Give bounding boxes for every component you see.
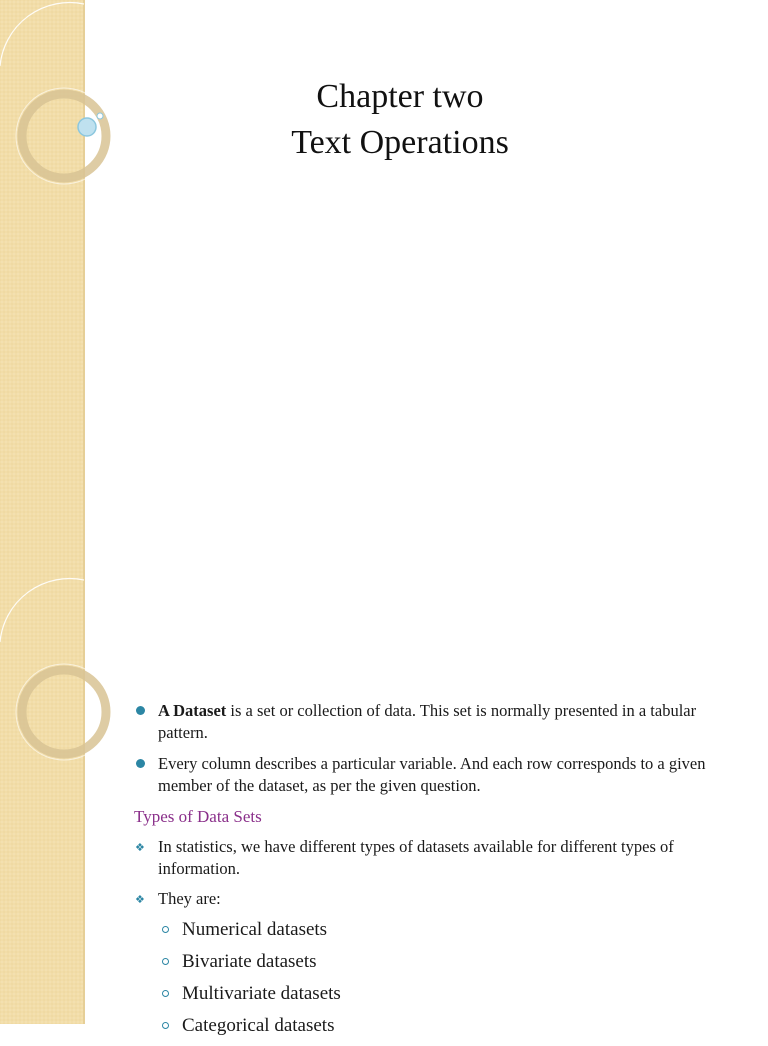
ring-bullet-icon xyxy=(162,926,169,933)
dataset-types-list xyxy=(158,918,744,1038)
bullet-dot-icon xyxy=(136,706,145,715)
diamond-item xyxy=(134,836,744,880)
list-item-text: Categorical datasets xyxy=(182,1015,335,1036)
section-heading: Types of Data Sets xyxy=(134,807,262,826)
diamond-item xyxy=(134,888,744,910)
ring-bullet-icon xyxy=(162,1022,169,1029)
slide-content xyxy=(134,700,744,1046)
bullet-text: is a set or collection of data. This set is normally presented in a tabular pattern. xyxy=(158,701,697,742)
list-item-text: Bivariate datasets xyxy=(182,951,317,972)
decorative-circles-icon xyxy=(0,0,120,200)
list-item xyxy=(158,1014,744,1038)
list-item-text: Numerical datasets xyxy=(182,919,328,940)
list-item xyxy=(158,950,744,974)
list-item xyxy=(158,918,744,942)
ring-bullet-icon xyxy=(162,990,169,997)
bullet-text: Every column describes a particular variable. And each row corresponds to a given member of the dataset, as per the given question. xyxy=(158,754,706,795)
bold-term: A Dataset xyxy=(158,701,227,720)
slide-title-block xyxy=(180,74,620,166)
bullet-dataset-definition xyxy=(134,700,744,744)
chapter-title: Chapter two xyxy=(316,78,484,115)
diamond-item-text: They are: xyxy=(158,889,221,908)
bullet-dataset-structure xyxy=(134,753,744,797)
list-item xyxy=(158,982,744,1006)
diamond-item-text: In statistics, we have different types of datasets available for different types of information. xyxy=(158,837,674,878)
bullet-dot-icon xyxy=(136,759,145,768)
slide-datasets xyxy=(0,576,768,1036)
ring-bullet-icon xyxy=(162,958,169,965)
diamond-bullet-icon: ❖ xyxy=(135,841,145,854)
chapter-subtitle: Text Operations xyxy=(291,124,509,161)
decorative-circles-icon xyxy=(0,576,120,776)
list-item-text: Multivariate datasets xyxy=(182,983,341,1004)
diamond-bullet-icon: ❖ xyxy=(135,893,145,906)
